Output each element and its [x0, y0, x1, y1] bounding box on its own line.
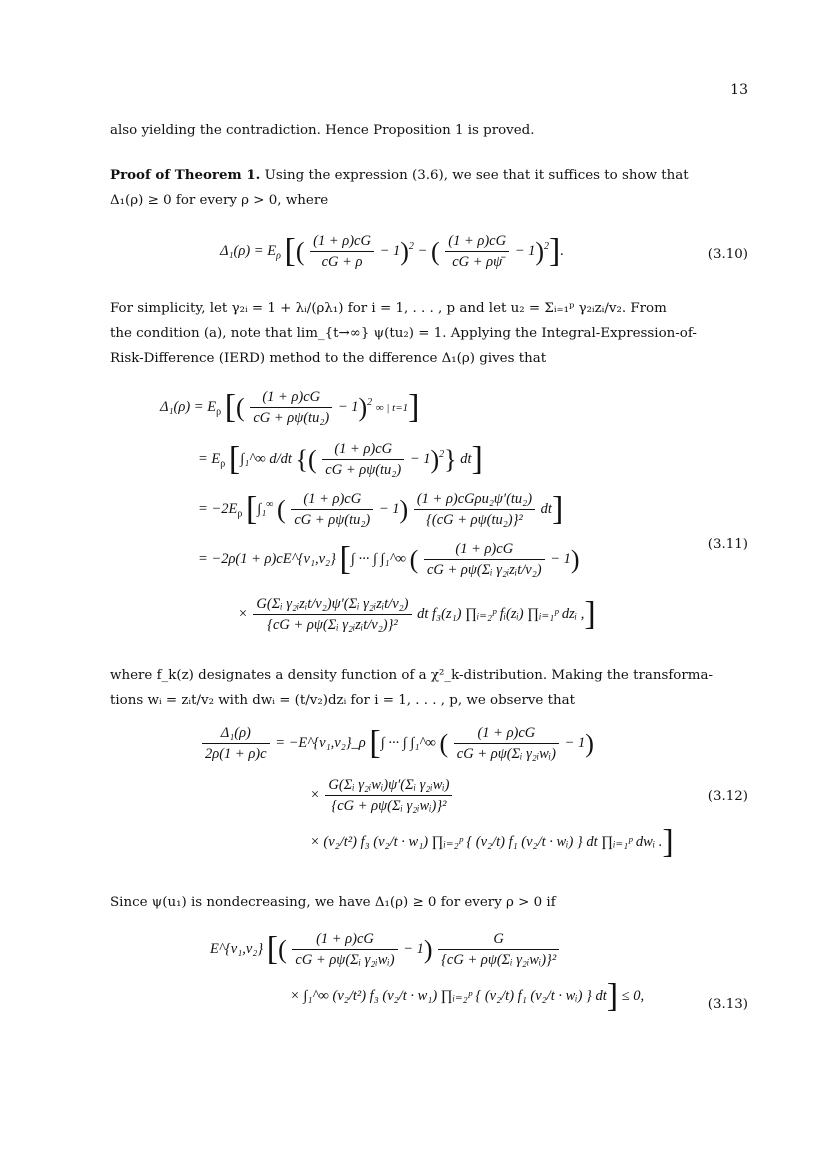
eq310-square2: 2	[544, 241, 550, 252]
eq311-line3: = $-2E_\rho$ [∫₁∞ ( $\frac{(1 + \rho)cG}{\text{cG + ρψ(tu₂)}}$ − 1) $\frac{\text{(1 + ρ)cGρu₂ψ′(tu₂)}}{\text{\{(cG + ρψ(tu₂)\}²}}$ dt]	[198, 490, 564, 528]
equation-3-13	[110, 926, 748, 1046]
eq310-frac1: $\frac{(1 + \rho)cG}{cG + \rho}$	[310, 232, 374, 271]
eq310-sub: ρ	[276, 250, 281, 262]
eq312-line1: $\frac{\text{Δ₁(ρ)}}{2\rho(1 + \rho)c}$ = −E^{v₁,v₂}_ρ [∫ ··· ∫ ∫₁^∞ ( $\frac{(1 + \rho)cG}{\text{cG + ρψ(Σᵢ γ₂ᵢwᵢ)}}$ − 1)	[200, 724, 594, 763]
eq310-minus2: − 1	[514, 242, 536, 259]
eq313-line2: × ∫₁^∞ (v₂/t²) f₃ (v₂/t · w₁) ∏ᵢ₌₂ᵖ { (v₂/t) f₁ (v₂/t · wᵢ) } dt] ≤ 0,	[290, 977, 645, 1015]
paragraph-5: Since ψ(u₁) is nondecreasing, we have Δ₁(ρ) ≥ 0 for every ρ > 0 if	[110, 895, 556, 910]
paragraph-3a: For simplicity, let γ₂ᵢ = 1 + λᵢ/(ρλ₁) for i = 1, . . . , p and let u₂ = Σᵢ₌₁ᵖ γ₂ᵢzᵢ/v₂. From	[110, 301, 667, 316]
eq313-number: (3.13)	[707, 997, 748, 1012]
paragraph-2-text-a: Using the expression (3.6), we see that it suffices to show that	[264, 168, 689, 183]
eq311-line5: × $\frac{\text{G(Σᵢ γ₂ᵢzᵢt/v₂)ψ′(Σᵢ γ₂ᵢzᵢt/v₂)}}{\text{\{cG + ρψ(Σᵢ γ₂ᵢzᵢt/v₂)\}²}}$ dt f₃(z₁) ∏ᵢ₌₂ᵖ fᵢ(zᵢ) ∏ᵢ₌₁ᵖ dzᵢ ,]	[238, 595, 596, 633]
eq310-square1: 2	[408, 241, 414, 252]
eq312-line3: × (v₂/t²) f₃ (v₂/t · w₁) ∏ᵢ₌₂ᵖ { (v₂/t) f₁ (v₂/t · wᵢ) } dt ∏ᵢ₌₁ᵖ dwᵢ .]	[310, 823, 674, 861]
eq312-line2: × $\frac{\text{G(Σᵢ γ₂ᵢwᵢ)ψ′(Σᵢ γ₂ᵢwᵢ)}}{\text{\{cG + ρψ(Σᵢ γ₂ᵢwᵢ)\}²}}$	[310, 776, 454, 815]
eq311-line1: $\Delta_1(\rho) = E_\rho$ [( $\frac{(1 + \rho)cG}{\text{cG + ρψ(tu₂)}}$ − 1)$^2$ ∞ | t=1]	[160, 388, 420, 426]
eq310-period: .	[560, 242, 564, 259]
eq313-line1: E^{v₁,v₂} [( $\frac{(1 + \rho)cG}{\text{cG + ρψ(Σᵢ γ₂ᵢwᵢ)}}$ − 1) $\frac{G}{\text{\{cG + ρψ(Σᵢ γ₂ᵢwᵢ)\}²}}$	[210, 930, 561, 969]
eq310-frac2: $\frac{(1 + \rho)cG}{cG + \rho\psī}$	[445, 232, 509, 271]
paragraph-4a: where f_k(z) designates a density function of a χ²_k-distribution. Making the transforma-	[110, 668, 713, 683]
paragraph-2b: Δ₁(ρ) ≥ 0 for every ρ > 0, where	[110, 193, 329, 208]
paragraph-4b: tions wᵢ = zᵢt/v₂ with dwᵢ = (t/v₂)dzᵢ for i = 1, . . . , p, we observe that	[110, 693, 575, 708]
eq312-number: (3.12)	[707, 789, 748, 804]
eq310-minus1: − 1	[379, 242, 401, 259]
paragraph-1: also yielding the contradiction. Hence Proposition 1 is proved.	[110, 123, 535, 138]
eq311-number: (3.11)	[707, 537, 748, 552]
eq311-line2: = $E_\rho$ [∫₁^∞ d/dt {( $\frac{(1 + \rho)cG}{\text{cG + ρψ(tu₂)}}$ − 1)$^2$} dt]	[198, 440, 483, 478]
equation-3-12	[110, 718, 748, 888]
paragraph-2	[110, 163, 748, 188]
paragraph-3c: Risk-Difference (IERD) method to the difference Δ₁(ρ) gives that	[110, 351, 547, 366]
proof-label: Proof of Theorem 1.	[110, 167, 261, 183]
page-number: 13	[730, 82, 748, 98]
eq310-number: (3.10)	[707, 247, 748, 262]
eq310-lhs: Δ₁(ρ) = E	[220, 242, 277, 259]
paragraph-3b: the condition (a), note that lim_{t→∞} ψ(tu₂) = 1. Applying the Integral-Expression-of-	[110, 326, 697, 341]
eq311-line4: = −2ρ(1 + ρ)cE^{v₁,v₂} [∫ ··· ∫ ∫₁^∞ ( $\frac{(1 + \rho)cG}{\text{cG + ρψ(Σᵢ γ₂ᵢzᵢt/v₂)}}$ − 1)	[198, 540, 580, 578]
eq310-mid: −	[417, 242, 428, 259]
equation-3-11	[110, 380, 748, 660]
equation-3-10: $\Delta_1(\rho) = E_\rho$ [( $\frac{(1 + \rho)cG}{cG + \rho}$ − 1)$^2$ − ( $\frac{(1 + \rho)cG}{cG + \rho\psī}$ − 1)$^2$]. (3.10)	[220, 232, 748, 270]
